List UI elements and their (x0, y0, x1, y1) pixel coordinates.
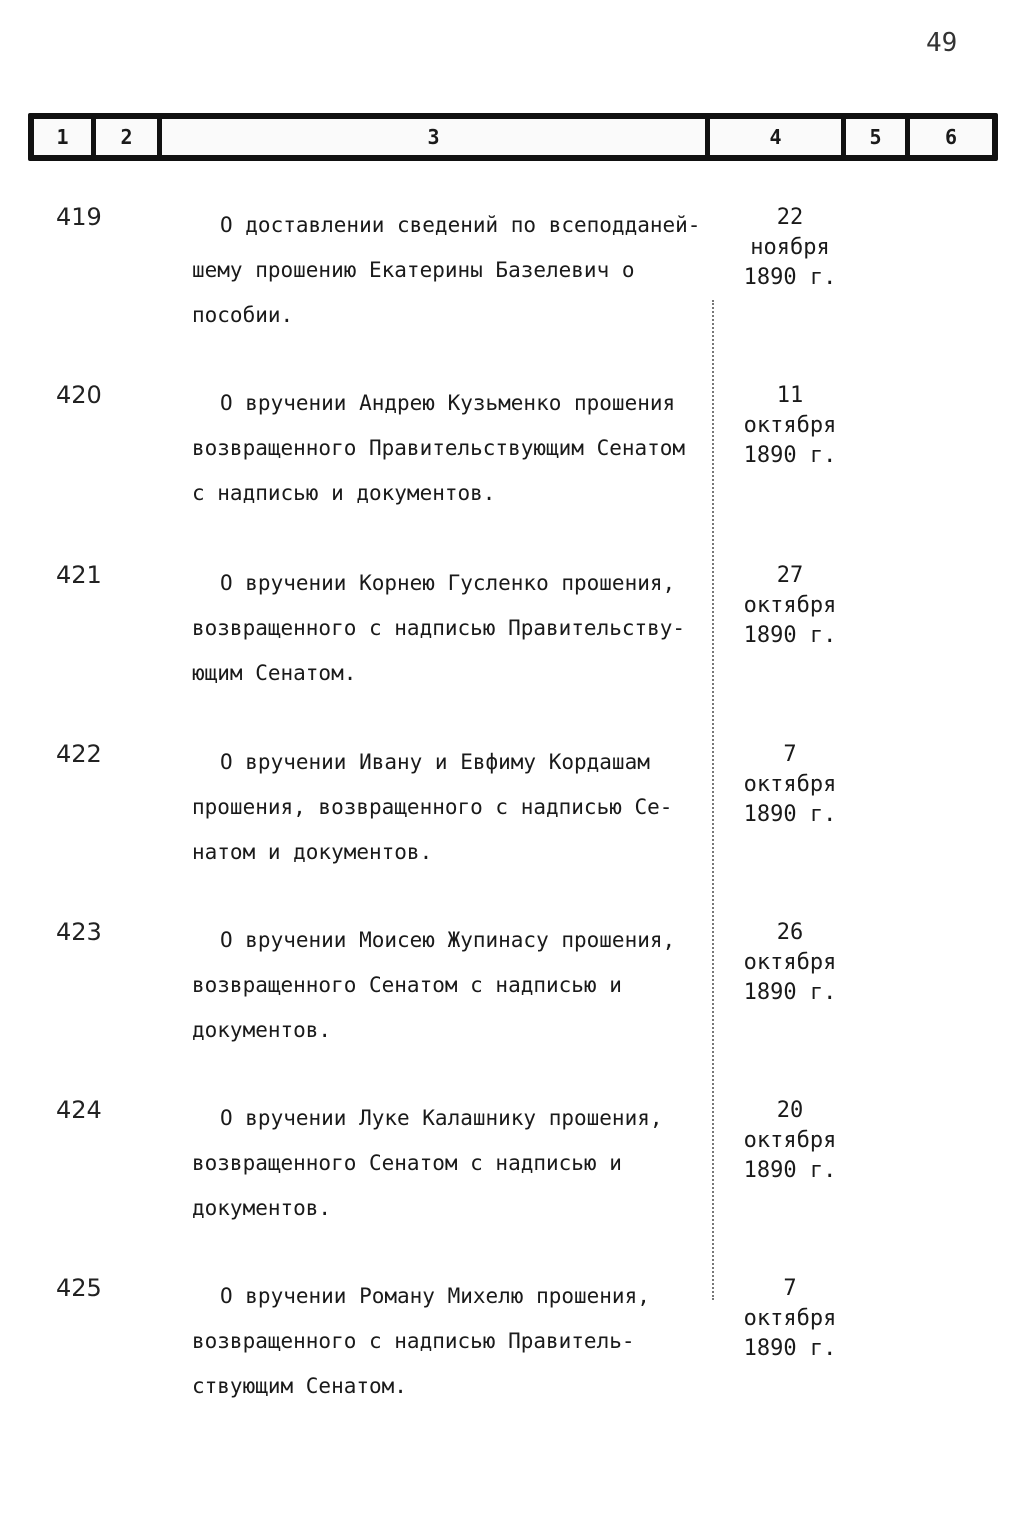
entry-date (730, 918, 850, 1008)
entry-description: О вручении Роману Михелю прошения, возвращенного с надписью Правитель- ствующим Сенатом. (192, 1284, 650, 1398)
date-day: 26 (776, 920, 804, 945)
entry-description: О вручении Ивану и Евфиму Кордашам прошения, возвращенного с надписью Се- натом и документов. (192, 750, 673, 864)
entry-date (730, 740, 850, 830)
date-day: 7 (783, 742, 797, 767)
entry-row (0, 740, 1024, 890)
date-year: 1890 г. (743, 443, 837, 468)
column-header-1: 1 (34, 119, 96, 155)
page-number: 49 (926, 28, 958, 58)
date-month: октября (743, 1306, 837, 1331)
entry-row (0, 561, 1024, 711)
column-header-4: 4 (710, 119, 846, 155)
column-header-row (28, 113, 998, 161)
entry-date (730, 1096, 850, 1186)
entry-date (730, 561, 850, 651)
entry-row (0, 918, 1024, 1068)
date-year: 1890 г. (743, 265, 837, 290)
entry-number: 425 (56, 1274, 102, 1302)
entry-row (0, 381, 1024, 531)
date-day: 27 (776, 563, 804, 588)
date-day: 11 (776, 383, 804, 408)
date-month: октября (743, 593, 837, 618)
entry-date (730, 203, 850, 293)
date-month: октября (743, 950, 837, 975)
entry-description: О доставлении сведений по всеподданей- шему прошению Екатерины Базелевич о пособии. (192, 213, 701, 327)
column-header-5: 5 (846, 119, 910, 155)
entry-date (730, 1274, 850, 1364)
date-month: октября (743, 1128, 837, 1153)
entry-row (0, 203, 1024, 353)
entry-number: 422 (56, 740, 102, 768)
column-header-3: 3 (162, 119, 710, 155)
date-month: октября (743, 772, 837, 797)
entry-number: 423 (56, 918, 102, 946)
date-year: 1890 г. (743, 802, 837, 827)
date-day: 7 (783, 1276, 797, 1301)
date-month: октября (743, 413, 837, 438)
entry-number: 424 (56, 1096, 102, 1124)
entry-number: 420 (56, 381, 102, 409)
date-day: 22 (776, 205, 804, 230)
column-header-6: 6 (944, 125, 958, 149)
date-year: 1890 г. (743, 980, 837, 1005)
entry-description: О вручении Андрею Кузьменко прошения возвращенного Правительствующим Сенатом с надписью и документов. (192, 391, 686, 505)
column-header-2: 2 (96, 119, 162, 155)
date-year: 1890 г. (743, 623, 837, 648)
entry-date (730, 381, 850, 471)
date-year: 1890 г. (743, 1336, 837, 1361)
entry-number: 421 (56, 561, 102, 589)
date-year: 1890 г. (743, 1158, 837, 1183)
entry-description: О вручении Корнею Гусленко прошения, возвращенного с надписью Правительству- ющим Сенатом. (192, 571, 686, 685)
entry-description: О вручении Луке Калашнику прошения, возвращенного Сенатом с надписью и документов. (192, 1106, 663, 1220)
entry-number: 419 (56, 203, 102, 231)
date-day: 20 (776, 1098, 804, 1123)
entry-row (0, 1096, 1024, 1246)
entry-row (0, 1274, 1024, 1424)
entry-description: О вручении Моисею Жупинасу прошения, возвращенного Сенатом с надписью и документов. (192, 928, 676, 1042)
date-month: ноября (750, 235, 830, 260)
